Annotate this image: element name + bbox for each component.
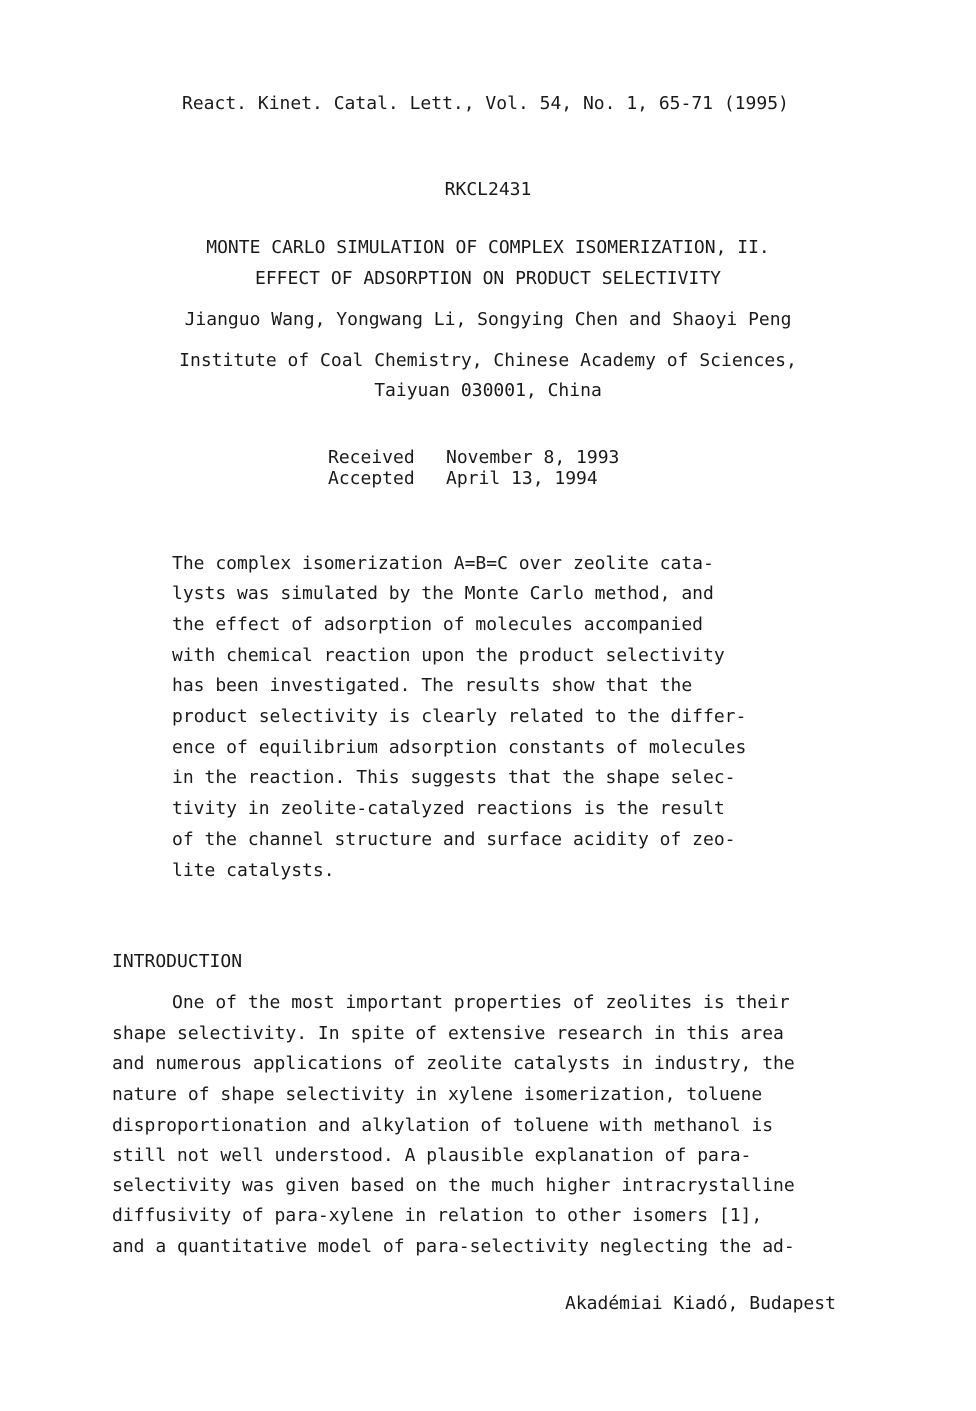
title-line-1: MONTE CARLO SIMULATION OF COMPLEX ISOMERIZATION, II. — [206, 237, 770, 258]
article-code: RKCL2431 — [444, 179, 532, 200]
abstract-line: in the reaction. This suggests that the shape selec- — [172, 767, 736, 788]
body-line: disproportionation and alkylation of toluene with methanol is — [112, 1115, 774, 1136]
accepted-date — [328, 468, 598, 490]
body-line: diffusivity of para-xylene in relation to other isomers [1], — [112, 1205, 763, 1226]
abstract-line: has been investigated. The results show that the — [172, 675, 693, 696]
authors: Jianguo Wang, Yongwang Li, Songying Chen and Shaoyi Peng — [184, 309, 792, 330]
abstract-line: with chemical reaction upon the product selectivity — [172, 645, 725, 666]
body-line: selectivity was given based on the much higher intracrystalline — [112, 1175, 795, 1196]
abstract-line: ence of equilibrium adsorption constants of molecules — [172, 737, 747, 758]
publisher-footer: Akadémiai Kiadó, Budapest — [565, 1293, 836, 1314]
institution-line-1: Institute of Coal Chemistry, Chinese Academy of Sciences, — [179, 350, 797, 371]
institution-line-2: Taiyuan 030001, China — [374, 380, 602, 401]
received-label: Received — [328, 447, 415, 468]
abstract-line: The complex isomerization A=B=C over zeolite cata- — [172, 553, 714, 574]
received-date — [328, 447, 619, 469]
abstract-line: tivity in zeolite-catalyzed reactions is the result — [172, 798, 725, 819]
abstract-line: lite catalysts. — [172, 860, 335, 881]
abstract-line: lysts was simulated by the Monte Carlo method, and — [172, 583, 714, 604]
title-line-2: EFFECT OF ADSORPTION ON PRODUCT SELECTIVITY — [255, 268, 721, 289]
body-line: still not well understood. A plausible explanation of para- — [112, 1145, 752, 1166]
body-line: and a quantitative model of para-selectivity neglecting the ad- — [112, 1236, 795, 1257]
accepted-value: April 13, 1994 — [446, 468, 598, 489]
body-line: shape selectivity. In spite of extensive research in this area — [112, 1023, 784, 1044]
body-line: and numerous applications of zeolite catalysts in industry, the — [112, 1053, 795, 1074]
abstract-line: the effect of adsorption of molecules accompanied — [172, 614, 704, 635]
body-line: nature of shape selectivity in xylene isomerization, toluene — [112, 1084, 763, 1105]
abstract-line: product selectivity is clearly related to the differ- — [172, 706, 747, 727]
received-value: November 8, 1993 — [446, 447, 620, 468]
journal-citation: React. Kinet. Catal. Lett., Vol. 54, No. 1, 65-71 (1995) — [182, 93, 789, 114]
section-heading-introduction: INTRODUCTION — [112, 951, 243, 972]
abstract-line: of the channel structure and surface acidity of zeo- — [172, 829, 736, 850]
accepted-label: Accepted — [328, 468, 415, 489]
body-line: One of the most important properties of zeolites is their — [172, 992, 790, 1013]
